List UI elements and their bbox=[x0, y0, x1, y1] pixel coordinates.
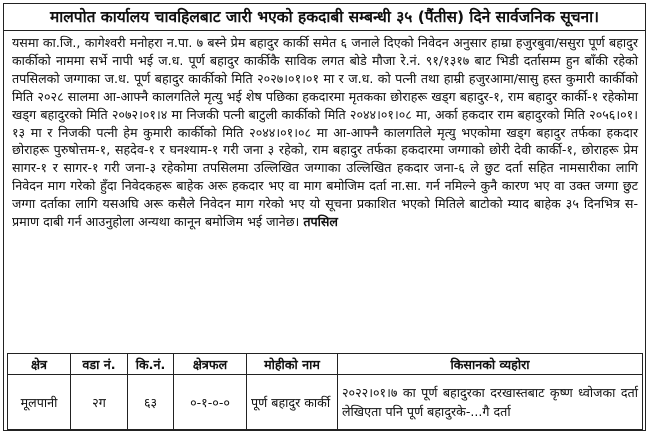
schedule-table bbox=[7, 353, 643, 430]
header-kitta: कि.नं. bbox=[128, 354, 174, 375]
cell-area: मूलपानी bbox=[8, 375, 71, 430]
public-notice bbox=[3, 3, 646, 431]
cell-ward: २ग bbox=[71, 375, 128, 430]
cell-size: ०-१-०-० bbox=[174, 375, 247, 430]
header-detail: किसानको व्यहोरा bbox=[338, 354, 643, 375]
cell-kitta: ६३ bbox=[128, 375, 174, 430]
table-header-row bbox=[8, 354, 643, 375]
header-ward: वडा नं. bbox=[71, 354, 128, 375]
header-tenant: मोहीको नाम bbox=[247, 354, 338, 375]
cell-detail: २०२२।०१।७ का पूर्ण बहादुरका दरखास्तबाट कृष्ण ध्वोजका दर्ता लेखिएता पनि पूर्ण बहादुरके-...गै दर्ता bbox=[338, 375, 643, 430]
header-area: क्षेत्र bbox=[8, 354, 71, 375]
notice-body bbox=[12, 34, 638, 231]
cell-tenant: पूर्ण बहादुर कार्की bbox=[247, 375, 338, 430]
table-row bbox=[8, 375, 643, 430]
schedule-subheading: तपसिल bbox=[303, 214, 338, 230]
notice-title: मालपोत कार्यालय चावहिलबाट जारी भएको हकदाबी सम्बन्धी ३५ (पैंतीस) दिने सार्वजनिक सूचना। bbox=[4, 4, 645, 31]
notice-body-text: यसमा का.जि., कागेश्वरी मनोहरा न.पा. ७ बस्ने प्रेम बहादुर कार्की समेत ६ जनाले दिएको निवेदन अनुसार हाम्रा हजुरबुवा/ससुरा पूर्ण बहादुर कार्कीको नाममा सर्भे नापी भई ज.ध. पूर्ण बहादुर कार्कीकै साविक लगत बोडे मौजा रे.नं. ९१/१३१७ बाट भिडी दर्तासम्म हुन बाँकी रहेको तपसिलको जग्गाका ज.ध. पूर्ण बहादुर कार्कीको मिति २०२७।०१।०१ मा र ज.ध. को पत्नी तथा हाम्री हजुरआमा/सासु हस्त कुमारी कार्कीको मिति २०२८ सालमा आ-आफ्नै कालगतिले मृत्यु भई शेष पछिका हकदारमा मृतकका छोराहरू खड्ग बहादुर-१, राम बहादुर कार्की-१ रहेकोमा खड्ग बहादुरको मिति २०७२।०१।४ मा निजकी पत्नी बाटुली कार्कीको मिति २०४४।०१।०८ मा, अर्का हकदार राम बहादुरको मिति २०५६।०१।१३ मा र निजकी पत्नी हेम कुमारी कार्कीको मिति २०४४।०१।०८ मा आ-आफ्नै कालगतिले मृत्यु भएकोमा खड्ग बहादुर तर्फका हकदार छोराहरू पुरुषोत्तम-१, सहदेव-१ र घनश्याम-१ गरी जना ३ रहेको, राम बहादुर तर्फका हकदारमा जग्गाको छोरी देवी कार्की-१, छोराहरू प्रेम सागर-१ र सागर-१ गरी जना-३ रहेकोमा तपसिलमा उल्लिखित जग्गाका उल्लिखित हकदार जना-६ ले छुट दर्ता सहित नामसारीका लागि निवेदन माग गरेको हुँदा निवेदकहरू बाहेक अरू हकदार भए वा माग बमोजिम दर्ता ना.सा. गर्न नमिल्ने कुनै कारण भए वा उक्त जग्गा छुट जग्गा दर्ताका लागि यसअघि अरू कसैले निवेदन माग गरेको भए यो सूचना प्रकाशित भएको मितिले बाटोको म्याद बाहेक ३५ दिनभित्र स-प्रमाण दाबी गर्न आउनुहोला अन्यथा कानून बमोजिम भई जानेछ। bbox=[12, 35, 638, 230]
header-size: क्षेत्रफल bbox=[174, 354, 247, 375]
